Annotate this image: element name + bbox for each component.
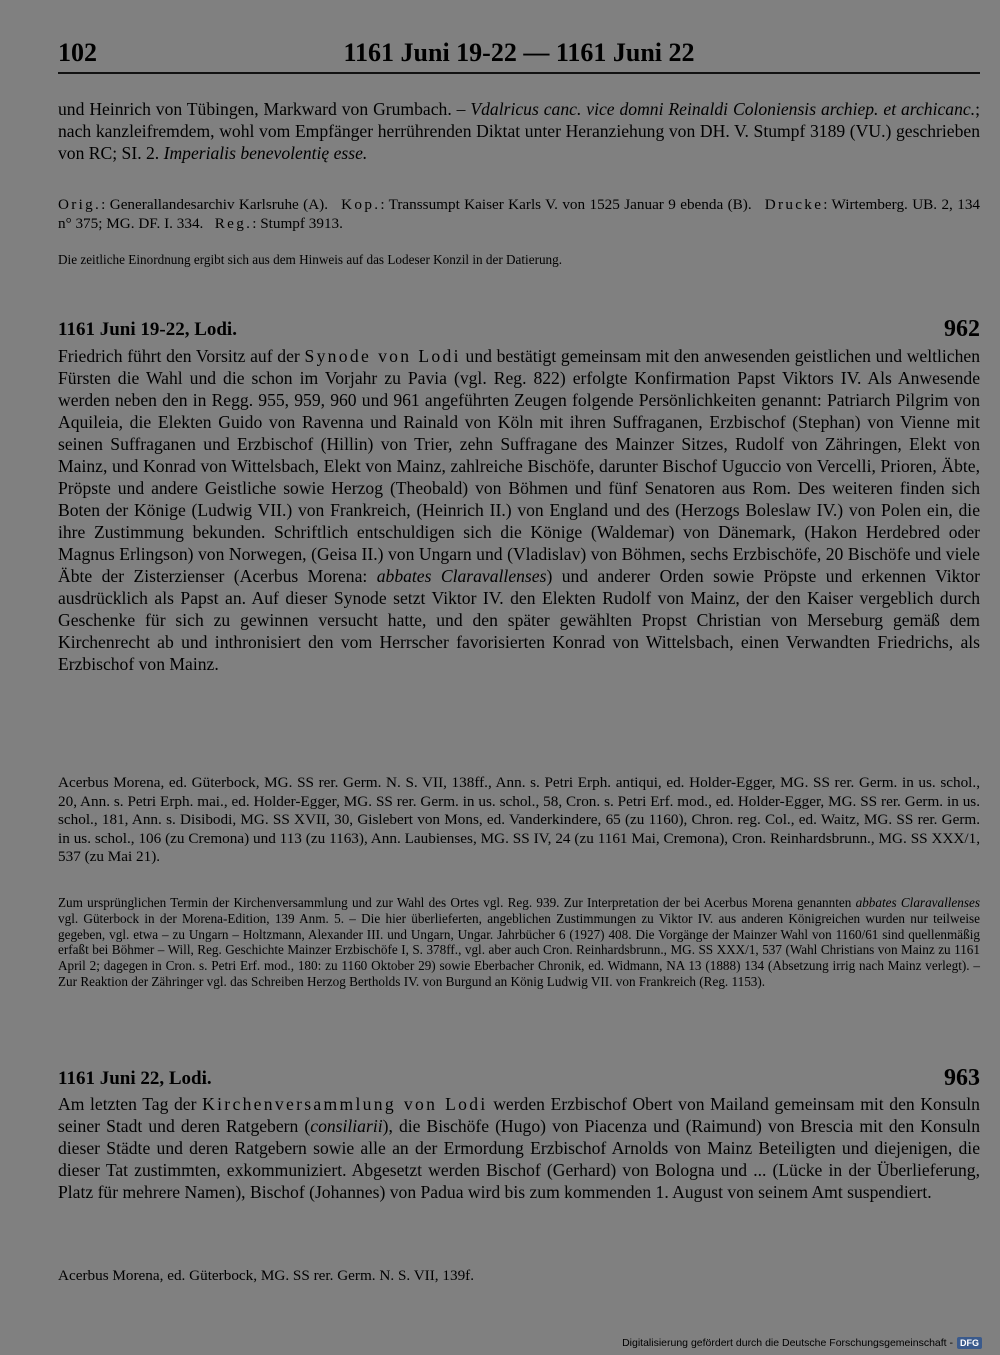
page-footer: [622, 1337, 982, 1349]
dfg-logo: DFG: [957, 1337, 982, 1349]
entry-962-text: Friedrich führt den Vorsitz auf der Synode von Lodi und bestätigt gemeinsam mit den anwesenden geistlichen und weltlichen Fürsten die Wahl und die schon im Vorjahr zu Pavia (vgl. Reg. 822) erfolgte Konfirmation Papst Viktors IV. Als Anwesende werden neben den in Regg. 955, 959, 960 und 961 angeführten Zeugen folgende Persönlichkeiten genannt: Patriarch Pilgrim von Aquileia, die Elekten Guido von Ravenna und Rainald von Köln mit ihren Suffraganen, Erzbischof (Stephan) von Vienne mit seinen Suffraganen und Erzbischof (Hillin) von Trier, zehn Suffragane des Mainzer Sitzes, Rudolf von Zähringen, Elekt von Mainz, und Konrad von Wittelsbach, Elekt von Mainz, zahlreiche Bischöfe, darunter Bischof Uguccio von Vercelli, Prioren, Äbte, Pröpste und andere Geistliche sowie Herzog (Theobald) von Böhmen und fünf Senatoren aus Rom. Des weiteren finden sich Boten der Könige (Ludwig VII.) von Frankreich, (Heinrich II.) von England und des (Herzogs Boleslaw IV.) von Polen ein, die ihre Zustimmung bekunden. Schriftlich entschuldigen sich die Könige (Waldemar) von Dänemark, (Hakon Herdebred oder Magnus Erlingson) von Norwegen, (Geisa II.) von Ungarn und (Vladislav) von Böhmen, sechs Erzbischöfe, 20 Bischöfe und viele Äbte der Zisterzienser (Acerbus Morena: abbates Claravallenses) und anderer Orden sowie Pröpste und erkennen Viktor ausdrücklich als Papst an. Auf dieser Synode setzt Viktor IV. den Elekten Rudolf von Mainz, der den Kaiser vergeblich durch Geschenke für sich zu gewinnen versucht hatte, und den später gewählten Propst Christian von Merseburg gemäß dem Kirchenrecht ab und inthronisiert den vom Herrscher favorisierten Konrad von Wittelsbach, einen Verwandten Friedrichs, als Erzbischof von Mainz.: [58, 346, 981, 674]
entry-962-notes: Zum ursprünglichen Termin der Kirchenversammlung und zur Wahl des Ortes vgl. Reg. 939. Zur Interpretation der bei Acerbus Morena genannten abbates Claravallenses vgl. Güterbock in der Morena-Edition, 139 Anm. 5. – Die hier überlieferten, angeblichen Zustimmungen zu Viktor IV. aus anderen Königreichen wurden nur teilweise gegeben, vgl. etwa – zu Ungarn – Holtzmann, Alexander III. und Ungarn, Ungar. Jahrbücher 6 (1927) 408. Die Vorgänge der Mainzer Wahl von 1160/61 sind quellenmäßig erfaßt bei Böhmer – Will, Reg. Geschichte Mainzer Erzbischöfe I, S. 378ff., vgl. aber auch Cron. Reinhardsbrunn., MG. SS XXX/1, 537 (Wahl Christians von Mainz zu 1161 April 2; dagegen in Cron. s. Petri Erf. mod., 180: zu 1160 Oktober 29) sowie Eberbacher Chronik, ed. Widmann, NA 13 (1888) 134 (Absetzung irrig nach Mainz verlegt). – Zur Reaktion der Zähringer vgl. das Schreiben Herzog Bertholds IV. von Burgund an König Ludwig VII. von Frankreich (Reg. 1153).: [58, 895, 980, 989]
prev-entry-text: und Heinrich von Tübingen, Markward von Grumbach. – Vdalricus canc. vice domni Reinaldi Coloniensis archiep. et archicanc.; nach kanzleifremdem, wohl vom Empfänger herrührenden Diktat unter Heranziehung von DH. V. Stumpf 3189 (VU.) geschrieben von RC; SI. 2. Imperialis benevolentię esse.: [58, 99, 980, 163]
entry-963-text: Am letzten Tag der Kirchenversammlung von Lodi werden Erzbischof Obert von Mailand gemeinsam mit den Konsuln seiner Stadt und deren Ratgebern (consiliarii), die Bischöfe (Hugo) von Piacenza und (Raimund) von Brescia mit den Konsuln dieser Städte und deren Ratgebern sowie alle an der Ermordung Erzbischof Arnolds von Mainz Beteiligten und diejenigen, die dieser Tat zustimmten, exkommuniziert. Abgesetzt werden Bischof (Gerhard) von Bologna und ... (Lücke in der Überlieferung, Platz für mehrere Namen), Bischof (Johannes) von Padua wird bis zum kommenden 1. August von seinem Amt suspendiert.: [58, 1094, 980, 1202]
entry-962-heading: [58, 316, 980, 345]
footer-credit: Digitalisierung gefördert durch die Deutsche Forschungsgemeinschaft -: [622, 1337, 953, 1349]
prev-entry-archival: Orig.: Generallandesarchiv Karlsruhe (A). Kop.: Transsumpt Kaiser Karls V. von 1525 Januar 9 ebenda (B). Drucke: Wirtemberg. UB. 2, 134 n° 375; MG. DF. I. 334. Reg.: Stumpf 3913.: [58, 196, 981, 232]
page-header: [58, 38, 980, 74]
entry-date: 1161 Juni 22, Lodi.: [58, 1068, 212, 1089]
entry-number: 962: [944, 316, 980, 342]
prev-entry-note: Die zeitliche Einordnung ergibt sich aus dem Hinweis auf das Lodeser Konzil in der Datierung.: [58, 252, 563, 267]
entry-963-heading: [58, 1065, 980, 1094]
entry-963-sources: Acerbus Morena, ed. Güterbock, MG. SS rer. Germ. N. S. VII, 139f.: [58, 1267, 475, 1284]
running-title: 1161 Juni 19-22 — 1161 Juni 22: [343, 38, 695, 67]
entry-date: 1161 Juni 19-22, Lodi.: [58, 319, 237, 340]
page-number: 102: [58, 38, 97, 67]
entry-number: 963: [944, 1065, 980, 1091]
entry-962-sources: Acerbus Morena, ed. Güterbock, MG. SS rer. Germ. N. S. VII, 138ff., Ann. s. Petri Erph. antiqui, ed. Holder-Egger, MG. SS rer. Germ. in us. schol., 20, Ann. s. Petri Erph. mai., ed. Holder-Egger, MG. SS rer. Germ. in us. schol., 58, Cron. s. Petri Erf. mod., ed. Holder-Egger, MG. SS rer. Germ. in us. schol., 181, Ann. s. Disibodi, MG. SS XVII, 30, Gislebert von Mons, ed. Vanderkindere, 65 (zu 1160), Chron. reg. Col., ed. Waitz, MG. SS rer. Germ. in us. schol., 106 (zu Cremona) und 113 (zu 1163), Ann. Laubienses, MG. SS IV, 24 (zu 1161 Mai, Cremona), Cron. Reinhardsbrunn., MG. SS XXX/1, 537 (zu Mai 21).: [58, 774, 980, 865]
